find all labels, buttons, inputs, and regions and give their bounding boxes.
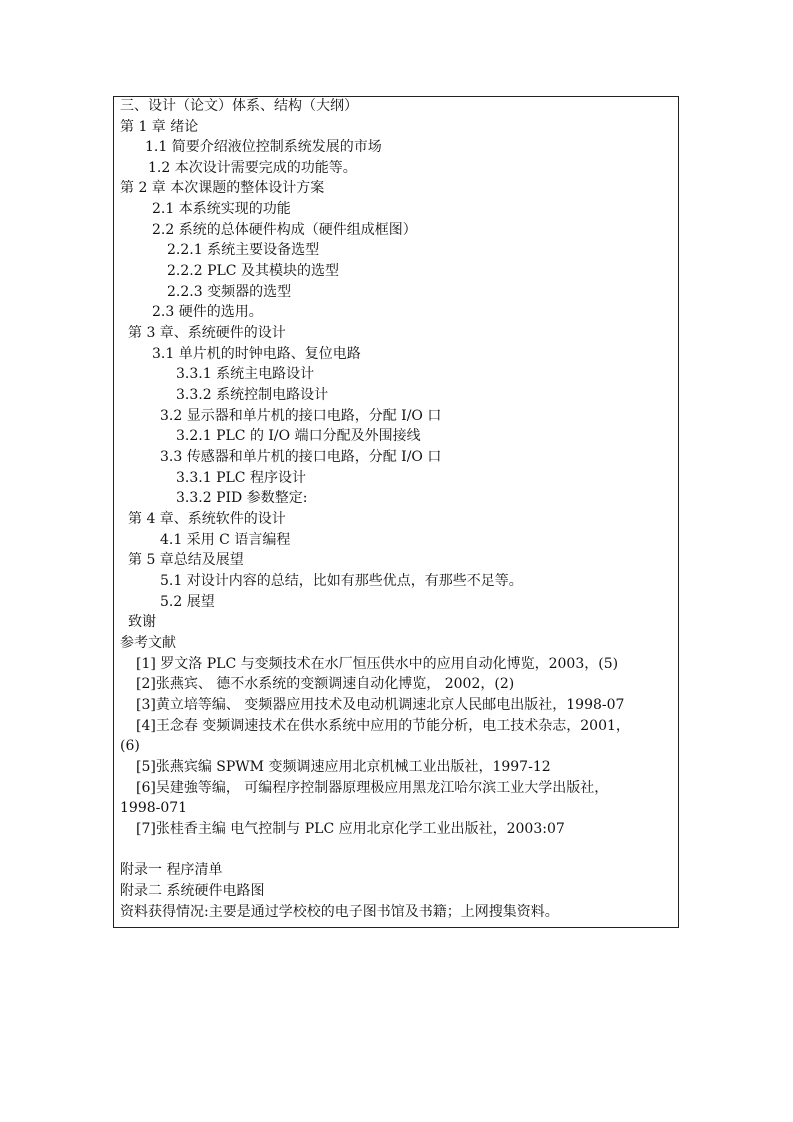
appendix-2: 附录二 系统硬件电路图 [120, 883, 265, 899]
outline-item-2-2-1: 2.2.1 系统主要设备选型 [167, 242, 320, 258]
outline-chapter-1: 第 1 章 绪论 [120, 119, 199, 135]
outline-item-3-3-2b: 3.3.2 PID 参数整定: [176, 490, 308, 506]
reference-2: [2]张燕宾、 德不水系统的变额调速自动化博览， 2002，(2) [136, 676, 515, 692]
outline-item-2-2-2: 2.2.2 PLC 及其模块的选型 [167, 263, 339, 279]
outline-item-3-1: 3.1 单片机的时钟电路、复位电路 [152, 346, 361, 362]
outline-item-3-2-1: 3.2.1 PLC 的 I/O 端口分配及外围接线 [176, 428, 421, 444]
outline-item-3-2: 3.2 显示器和单片机的接口电路，分配 I/O 口 [160, 408, 442, 424]
materials-note: 资料获得情况:主要是通过学校校的电子图书馆及书籍；上网搜集资料。 [120, 904, 559, 920]
outline-chapter-4: 第 4 章、系统软件的设计 [128, 511, 286, 527]
outline-item-4-1: 4.1 采用 C 语言编程 [160, 532, 291, 548]
outline-item-3-3: 3.3 传感器和单片机的接口电路，分配 I/O 口 [160, 449, 442, 465]
appendix-1: 附录一 程序清单 [120, 862, 223, 878]
outline-item-3-3-1a: 3.3.1 系统主电路设计 [176, 366, 315, 382]
outline-item-2-2-3: 2.2.3 变频器的选型 [167, 284, 292, 300]
outline-item-1-2: 1.2 本次设计需要完成的功能等。 [148, 160, 357, 176]
outline-item-3-3-2a: 3.3.2 系统控制电路设计 [176, 387, 329, 403]
outline-item-5-2: 5.2 展望 [160, 594, 215, 610]
reference-1: [1] 罗文洛 PLC 与变频技术在水厂恒压供水中的应用自动化博览，2003，(5) [136, 656, 619, 672]
outline-item-1-1: 1.1 简要介绍液位控制系统发展的市场 [145, 139, 382, 155]
outline-chapter-3: 第 3 章、系统硬件的设计 [128, 325, 286, 341]
outline-item-2-2: 2.2 系统的总体硬件构成（硬件组成框图） [152, 222, 417, 238]
outline-item-3-3-1b: 3.3.1 PLC 程序设计 [176, 470, 306, 486]
reference-3: [3]黄立培等编、 变频器应用技术及电动机调速北京人民邮电出版社，1998-07 [136, 697, 625, 713]
reference-4: [4]王念春 变频调速技术在供水系统中应用的节能分析，电工技术杂志，2001， [136, 718, 630, 734]
outline-acknowledgement: 致谢 [128, 614, 156, 630]
outline-chapter-5: 第 5 章总结及展望 [128, 552, 244, 568]
section-heading: 三、设计（论文）体系、结构（大纲） [120, 98, 358, 114]
outline-item-5-1: 5.1 对设计内容的总结，比如有那些优点，有那些不足等。 [160, 573, 523, 589]
reference-4-cont: (6) [120, 738, 140, 754]
reference-5: [5]张燕宾编 SPWM 变频调速应用北京机械工业出版社，1997-12 [136, 759, 551, 775]
outline-item-2-3: 2.3 硬件的选用。 [152, 304, 263, 320]
outline-chapter-2: 第 2 章 本次课题的整体设计方案 [120, 180, 325, 196]
reference-6: [6]吴建強等编， 可编程序控制器原理极应用黑龙江哈尔滨工业大学出版社， [136, 780, 609, 796]
outline-item-2-1: 2.1 本系统实现的功能 [152, 201, 291, 217]
references-heading: 参考文献 [120, 635, 176, 651]
reference-6-cont: 1998-071 [120, 800, 188, 816]
reference-7: [7]张桂香主编 电气控制与 PLC 应用北京化学工业出版社，2003:07 [136, 821, 565, 837]
